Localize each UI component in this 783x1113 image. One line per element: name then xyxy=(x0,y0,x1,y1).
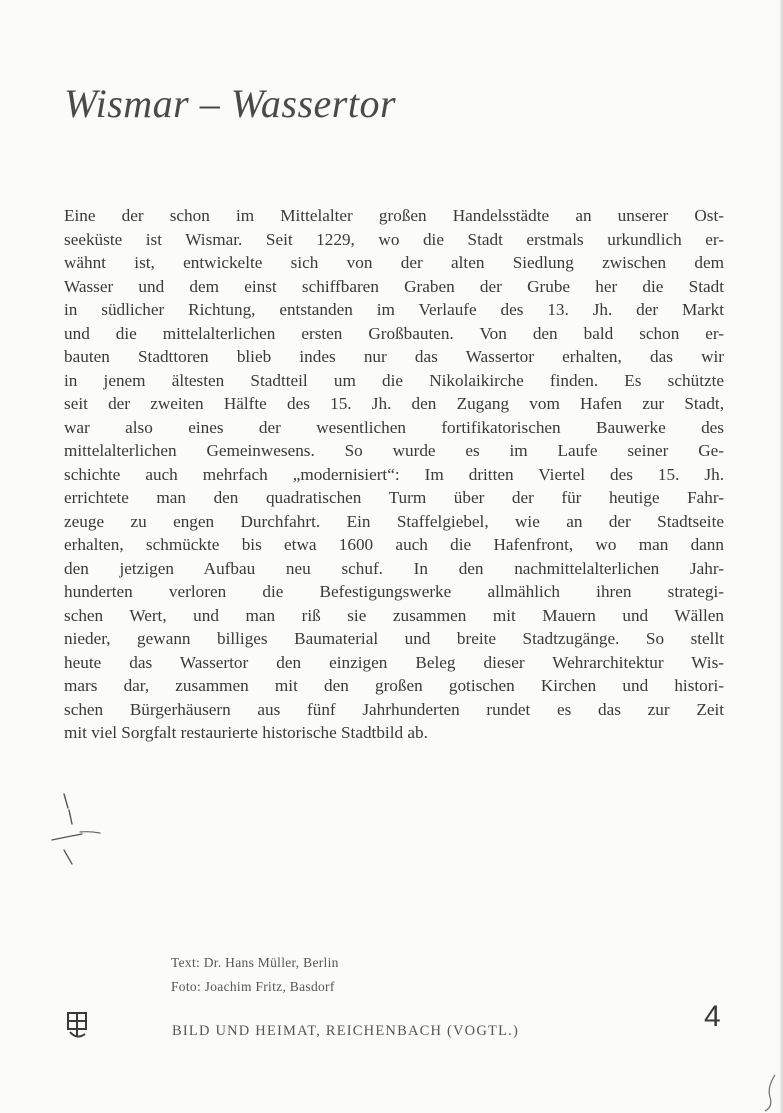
body-line: nieder, gewann billiges Baumaterial und breite Stadtzugänge. So stellt xyxy=(64,629,724,648)
pencil-mark-icon xyxy=(42,790,112,880)
photo-credit: Foto: Joachim Fritz, Basdorf xyxy=(171,979,335,994)
body-line: seit der zweiten Hälfte des 15. Jh. den Zugang vom Hafen zur Stadt, xyxy=(64,394,724,413)
body-line: in jenem ältesten Stadtteil um die Nikolaikirche finden. Es schützte xyxy=(64,370,724,390)
page-title: Wismar – Wassertor xyxy=(64,81,397,126)
body-line: mars dar, zusammen mit den großen gotischen Kirchen und histori- xyxy=(64,676,724,695)
publisher-monogram-icon xyxy=(65,1010,89,1042)
body-line: Eine der schon im Mittelalter großen Handelsstädte an unserer Ost- xyxy=(64,206,724,225)
body-line: wähnt ist, entwickelte sich von der alten Siedlung zwischen dem xyxy=(64,253,724,272)
page-corner-mark-icon xyxy=(761,1073,779,1113)
body-line: und die mittelalterlichen ersten Großbauten. Von den bald schon er- xyxy=(64,323,724,343)
body-line: seeküste ist Wismar. Seit 1229, wo die Stadt erstmals urkundlich er- xyxy=(64,229,724,249)
body-line: bauten Stadttoren blieb indes nur das Wassertor erhalten, das wir xyxy=(64,347,724,366)
body-line: in südlicher Richtung, entstanden im Verlaufe des 13. Jh. der Markt xyxy=(64,300,724,319)
body-line: erhalten, schmückte bis etwa 1600 auch die Hafenfront, wo man dann xyxy=(64,535,724,554)
body-line: war also eines der wesentlichen fortifikatorischen Bauwerke des xyxy=(64,417,724,437)
body-line: schen Bürgerhäusern aus fünf Jahrhunderten rundet es das zur Zeit xyxy=(64,699,724,719)
body-line: heute das Wassertor den einzigen Beleg dieser Wehrarchitektur Wis- xyxy=(64,652,724,672)
body-line: schen Wert, und man riß sie zusammen mit Mauern und Wällen xyxy=(64,605,724,625)
body-line: den jetzigen Aufbau neu schuf. In den nachmittelalterlichen Jahr- xyxy=(64,558,724,578)
credits xyxy=(171,951,339,999)
page-number: 4 xyxy=(704,1000,721,1033)
body-line: mit viel Sorgfalt restaurierte historische Stadtbild ab. xyxy=(64,723,428,742)
body-line: Wasser und dem einst schiffbaren Graben der Grube her die Stadt xyxy=(64,276,724,296)
body-line: hunderten verloren die Befestigungswerke allmählich ihren strategi- xyxy=(64,582,724,601)
body-line: mittelalterlichen Gemeinwesens. So wurde es im Laufe seiner Ge- xyxy=(64,441,724,460)
body-line: schichte auch mehrfach „modernisiert“: Im dritten Viertel des 15. Jh. xyxy=(64,464,724,484)
body-line: errichtete man den quadratischen Turm über der für heutige Fahr- xyxy=(64,488,724,507)
text-credit: Text: Dr. Hans Müller, Berlin xyxy=(171,955,339,970)
body-line: zeuge zu engen Durchfahrt. Ein Staffelgiebel, wie an der Stadtseite xyxy=(64,511,724,531)
body-text xyxy=(64,204,724,745)
publisher-name: BILD UND HEIMAT, REICHENBACH (VOGTL.) xyxy=(172,1023,519,1039)
